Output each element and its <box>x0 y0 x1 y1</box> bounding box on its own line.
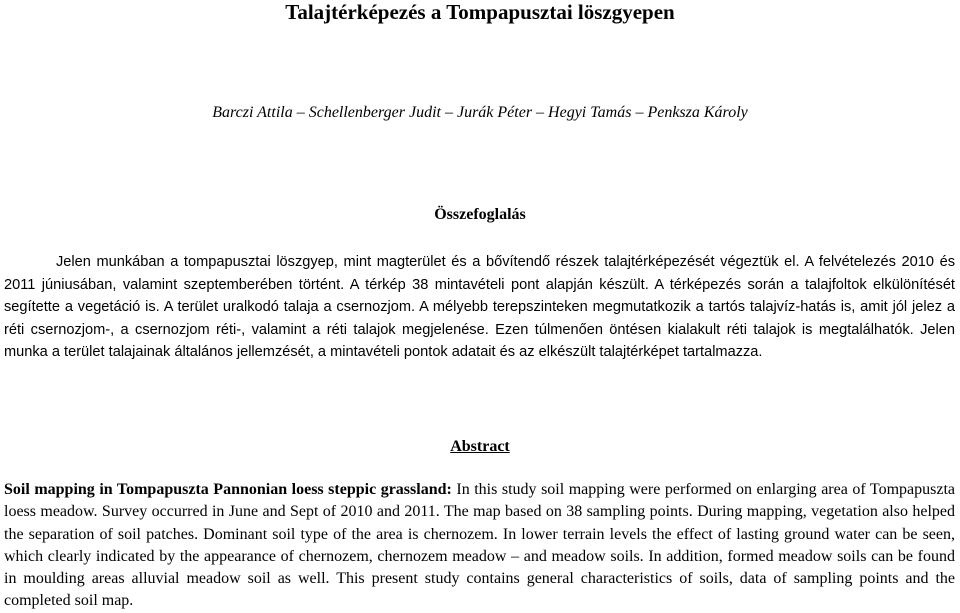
author-list: Barczi Attila – Schellenberger Judit – Jurák Péter – Hegyi Tamás – Penksza Károly <box>212 104 748 121</box>
paper-title: Talajtérképezés a Tompapusztai löszgyepen <box>285 0 675 24</box>
abstract-text: In this study soil mapping were performed on enlarging area of Tompapuszta loess meadow. Survey occurred in June and Sept of 2010 and 2011. The map based on 38 sampling points. During mapping, vegetation also helped the separation of soil patches. Dominant soil type of the area is chernozem. In lower terrain levels the effect of lasting ground water can be seen, which clearly indicated by the appearance of chernozem, chernozem meadow – and meadow soils. In addition, formed meadow soils can be found in moulding areas alluvial meadow soil as well. This present study contains general characteristics of soils, data of sampling points and the completed soil map. <box>4 481 956 610</box>
abstract-heading: Abstract <box>450 438 510 455</box>
summary-heading: Összefoglalás <box>434 206 526 223</box>
abstract-lead-title: Soil mapping in Tompapuszta Pannonian loess steppic grassland: <box>4 481 452 498</box>
summary-paragraph: Jelen munkában a tompapusztai löszgyep, mint magterület és a bővítendő részek talajtérképezését végeztük el. A felvételezés 2010 és 2011 júniusában, valamint szeptemberében történt. A térkép 38 mintavételi pont alapján készült. A térképezés során a talajfoltok elkülönítését segítette a vegetáció is. A terület uralkodó talaja a csernozjom. A mélyebb terepszinteken megmutatkozik a tartós talajvíz-hatás is, amit jól jelez a réti csernozjom-, a csernozjom réti-, valamint a réti talajok megjelenése. Ezen túlmenően öntésen kialakult réti talajok is megtalálhatók. Jelen munka a terület talajainak általános jellemzését, a mintavételi pontok adatait és az elkészült talajtérképet tartalmazza. <box>4 254 955 361</box>
abstract-paragraph <box>4 479 955 613</box>
